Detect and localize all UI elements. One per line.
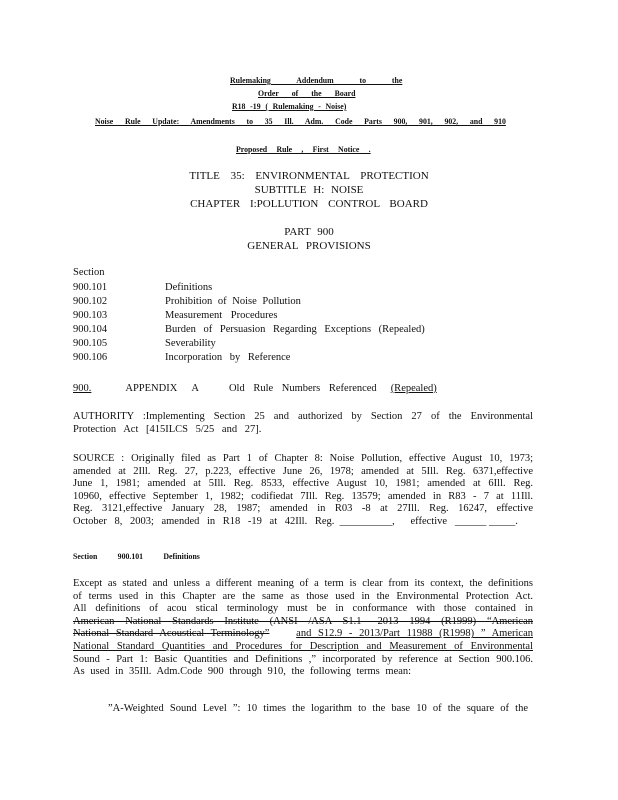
definitions-line: Except as stated and unless a different meaning of a term is clear from its context, the definitions (73, 578, 533, 589)
definitions-paragraph (73, 578, 533, 679)
header-line-1: Rulemaking Addendum to the (230, 75, 403, 85)
toc-row-label: Prohibition of Noise Pollution (165, 296, 301, 307)
toc-row-number: 900.103 (73, 310, 108, 321)
toc-row (73, 310, 277, 321)
appendix-label: Old Rule Numbers Referenced (228, 383, 377, 394)
toc-row-label: Measurement Procedures (165, 310, 278, 321)
effective-blank: __________, (339, 515, 395, 527)
toc-row-number: 900.102 (73, 296, 108, 307)
definitions-line: Sound - Part 1: Basic Quantities and Definitions ,” incorporated by reference at Section 900.106. (73, 653, 533, 665)
section-heading (73, 552, 200, 561)
header-line-2: Order of the Board (258, 88, 356, 98)
title-line: TITLE 35: ENVIRONMENTAL PROTECTION (189, 170, 429, 182)
definitions-line: All definitions of acou stical terminology must be in conformance with those contained in (73, 603, 533, 615)
toc-row-label: Incorporation by Reference (165, 352, 291, 363)
authority-line: AUTHORITY :Implementing Section 25 and authorized by Section 27 of the Environmental (73, 411, 533, 422)
chapter-line: CHAPTER I:POLLUTION CONTROL BOARD (190, 198, 428, 210)
source-line: 10960, effective September 1, 1982; codifiedat 7Ill. Reg. 13579; amended in R83 - 7 at 11Ill. (73, 490, 533, 502)
section-heading-label: Definitions (163, 551, 200, 561)
section-heading-number: Section 900.101 (73, 551, 144, 561)
appendix-line (73, 384, 457, 395)
part-name: GENERAL PROVISIONS (247, 240, 371, 252)
toc-row (73, 338, 216, 349)
authority-line: Protection Act [415ILCS 5/25 and 27]. (73, 423, 262, 435)
definitions-line: National Standard Quantities and Procedures for Description and Measurement of Environmental (73, 640, 533, 652)
term-definition: ”A-Weighted Sound Level ”: 10 times the logarithm to the base 10 of the square of the (108, 703, 528, 714)
toc-row-label: Severability (165, 338, 216, 349)
struck-text: American National Standards Institute (ANSI /ASA S1.1 –2013 1994 (R1999) “American (73, 615, 533, 627)
source-last-line: October 8, 2003; amended in R18 -19 at 42Ill. Reg. __________, effective ______ _____. (73, 515, 518, 527)
source-line: SOURCE : Originally filed as Part 1 of Chapter 8: Noise Pollution, effective August 10, 1973; (73, 453, 533, 464)
toc-row-number: 900.105 (73, 338, 108, 349)
source-line: amended at 2Ill. Reg. 27, p.223, effective June 26, 1978; amended at 5Ill. Reg. 6371,effective (73, 465, 533, 477)
source-line: Reg. 3121,effective January 28, 1987; amended in R03 -8 at 27Ill. Reg. 16247, effective (73, 503, 533, 515)
toc-heading: Section (73, 267, 105, 278)
definitions-line (73, 628, 533, 641)
toc-row (73, 282, 212, 293)
toc-row-label: Burden of Persuasion Regarding Exceptions (Repealed) (165, 324, 425, 335)
definitions-line: of terms used in this Chapter are the same as those used in the Environmental Protection Act. (73, 590, 533, 602)
appendix-status: (Repealed) (390, 383, 437, 394)
effective-blank: ______ _____. (454, 515, 518, 527)
toc-row-number: 900.101 (73, 282, 108, 293)
authority-note (73, 411, 533, 436)
notice-line: Proposed Rule , First Notice . (236, 144, 371, 154)
subtitle-line: SUBTITLE H: NOISE (254, 184, 364, 196)
toc-row-number: 900.104 (73, 324, 108, 335)
source-line: June 1, 1981; amended at 5Ill. Reg. 8533, effective August 10, 1981; amended at 6Ill. Reg. (73, 478, 533, 490)
header-line-3: R18 -19 ( Rulemaking - Noise) (232, 101, 347, 111)
toc-row-label: Definitions (165, 282, 213, 293)
inserted-text: and S12.9 - 2013/Part 11988 (R1998) ” American (296, 628, 533, 640)
source-note (73, 453, 533, 529)
header-line-4: Noise Rule Update: Amendments to 35 Ill. Adm. Code Parts 900, 901, 902, and 910 (95, 116, 506, 126)
toc-row (73, 296, 301, 307)
struck-text: National Standard Acoustical Terminology” (73, 628, 270, 640)
part-number: PART 900 (284, 226, 334, 238)
toc-row (73, 352, 290, 363)
appendix-title: APPENDIX A (125, 383, 199, 394)
appendix-number: 900. (73, 383, 92, 394)
toc-row (73, 324, 425, 335)
toc-row-number: 900.106 (73, 352, 108, 363)
definitions-line: As used in 35Ill. Adm.Code 900 through 910, the following terms mean: (73, 666, 412, 678)
